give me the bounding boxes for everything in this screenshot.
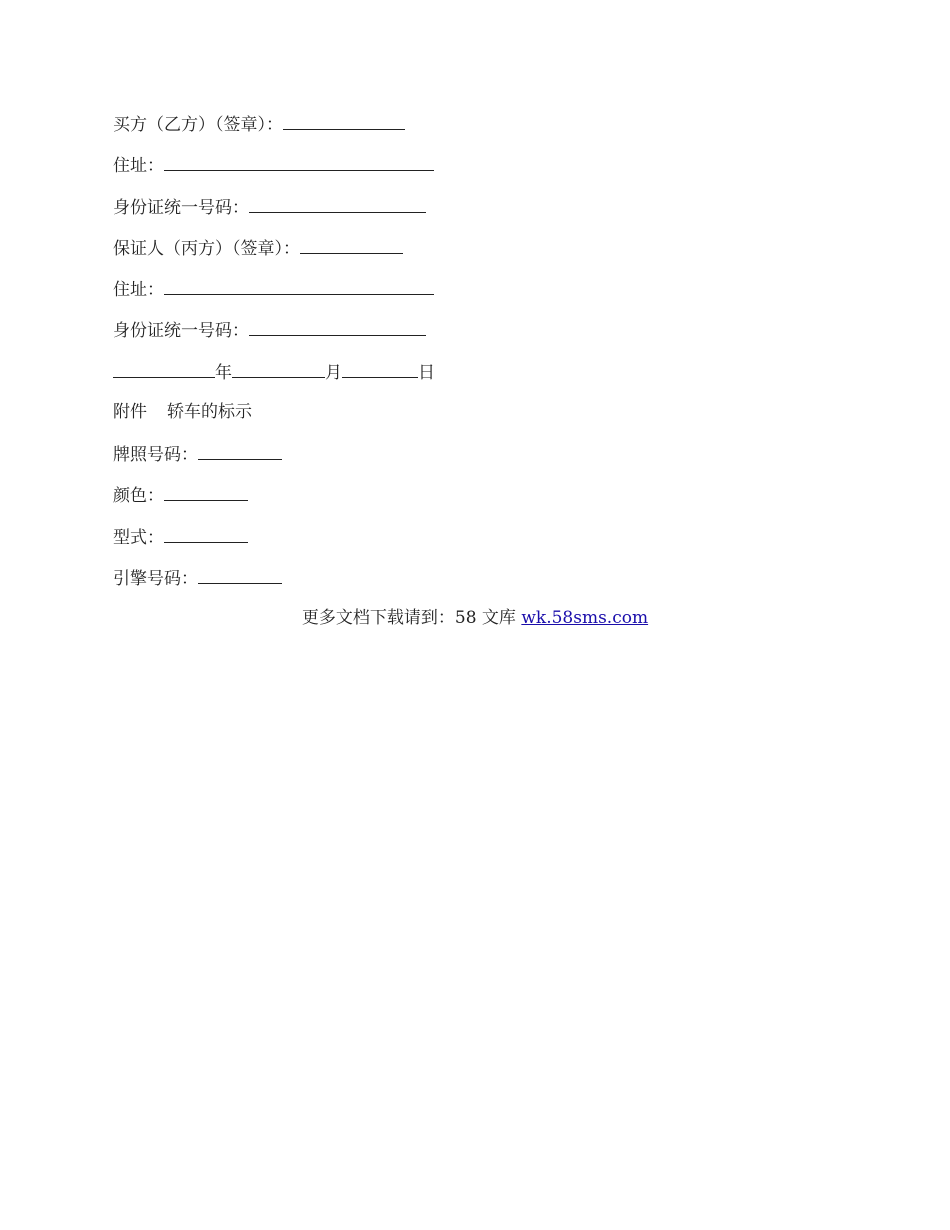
model-blank bbox=[164, 525, 248, 543]
buyer-signature-label: 买方（乙方）（签章）： bbox=[113, 115, 283, 135]
guarantor-signature-label: 保证人（丙方）（签章）： bbox=[113, 239, 300, 259]
footer-link[interactable]: wk.58sms.com bbox=[521, 608, 649, 628]
footer-text: 更多文档下载请到：58 文库 bbox=[301, 608, 522, 628]
color-blank bbox=[164, 483, 248, 501]
guarantor-id-line bbox=[113, 318, 426, 342]
buyer-id-label: 身份证统一号码： bbox=[113, 198, 249, 218]
day-label: 日 bbox=[418, 363, 435, 383]
guarantor-id-blank bbox=[249, 318, 426, 336]
buyer-signature-blank bbox=[283, 112, 405, 130]
plate-blank bbox=[198, 442, 282, 460]
color-line bbox=[113, 483, 248, 507]
guarantor-signature-blank bbox=[300, 236, 403, 254]
engine-label: 引擎号码： bbox=[113, 569, 198, 589]
plate-line bbox=[113, 442, 282, 466]
guarantor-address-blank bbox=[164, 277, 434, 295]
month-blank bbox=[232, 360, 325, 378]
model-label: 型式： bbox=[113, 528, 164, 548]
footer bbox=[0, 607, 950, 629]
model-line bbox=[113, 525, 248, 549]
buyer-signature-line bbox=[113, 112, 405, 136]
year-blank bbox=[113, 360, 215, 378]
buyer-id-line bbox=[113, 195, 426, 219]
guarantor-address-label: 住址： bbox=[113, 280, 164, 300]
attachment-prefix: 附件 bbox=[113, 402, 147, 422]
guarantor-address-line bbox=[113, 277, 434, 301]
attachment-title: 轿车的标示 bbox=[167, 402, 252, 422]
year-label: 年 bbox=[215, 363, 232, 383]
guarantor-signature-line bbox=[113, 236, 403, 260]
buyer-address-blank bbox=[164, 153, 434, 171]
engine-blank bbox=[198, 566, 282, 584]
date-line bbox=[113, 360, 435, 384]
buyer-address-line bbox=[113, 153, 434, 177]
color-label: 颜色： bbox=[113, 486, 164, 506]
attachment-heading bbox=[113, 401, 252, 423]
engine-line bbox=[113, 566, 282, 590]
guarantor-id-label: 身份证统一号码： bbox=[113, 321, 249, 341]
day-blank bbox=[342, 360, 418, 378]
plate-label: 牌照号码： bbox=[113, 445, 198, 465]
buyer-address-label: 住址： bbox=[113, 156, 164, 176]
buyer-id-blank bbox=[249, 195, 426, 213]
month-label: 月 bbox=[325, 363, 342, 383]
